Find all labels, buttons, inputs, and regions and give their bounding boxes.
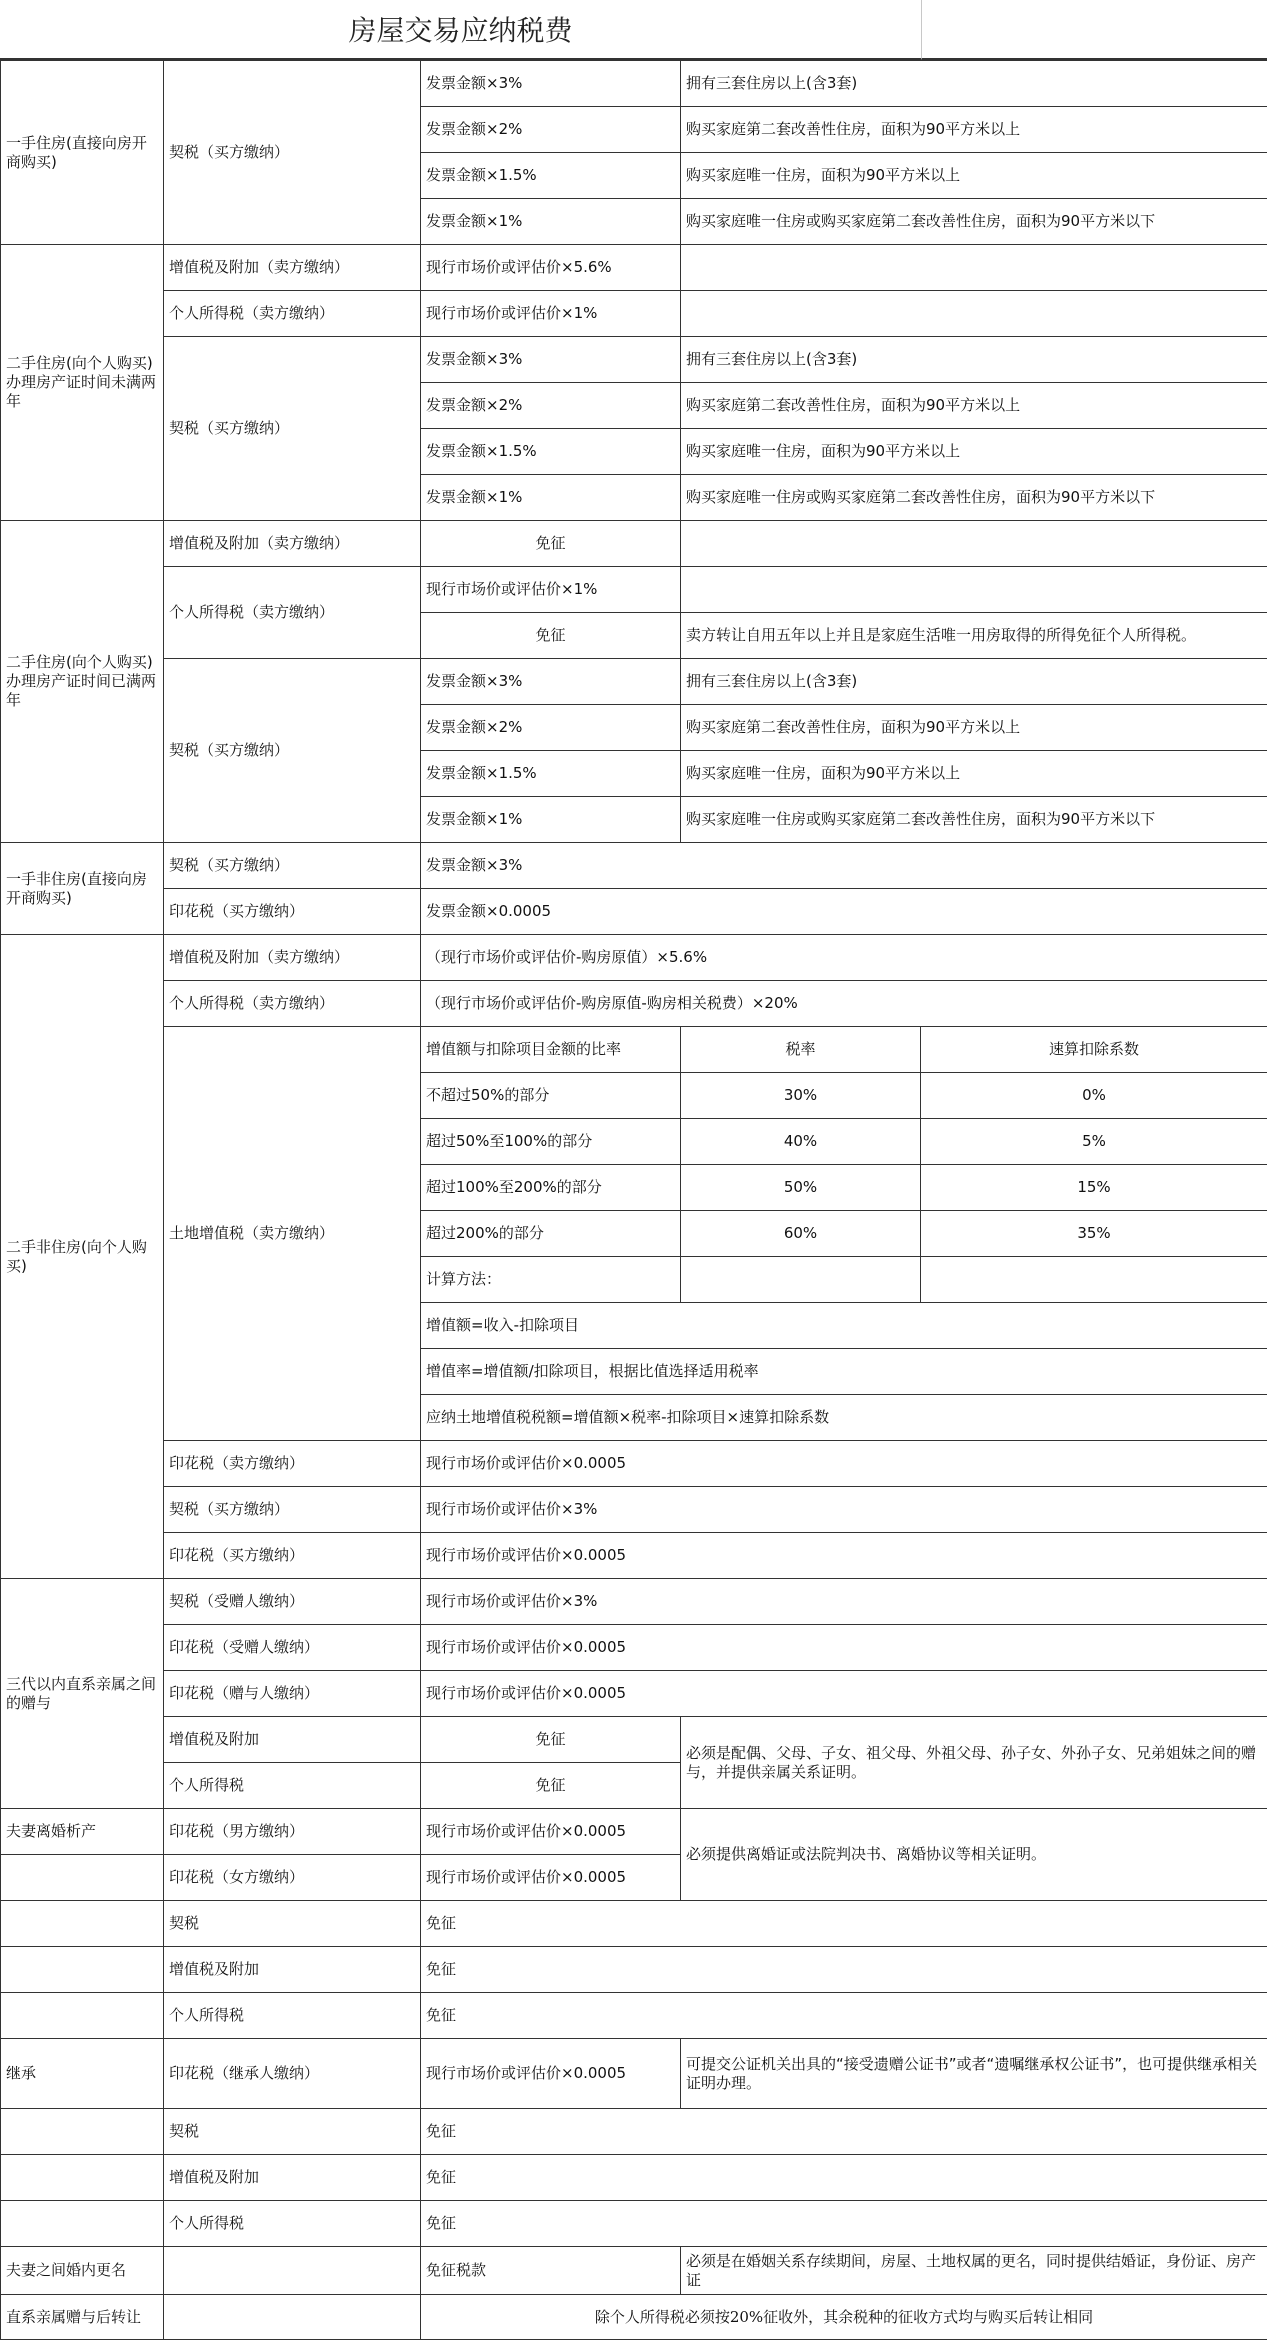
table-row	[1, 1625, 1267, 1671]
tax-cell: 印花税（赠与人缴纳）	[164, 1671, 421, 1717]
tax-cell: 契税（买方缴纳）	[164, 659, 421, 843]
formula-cell: 发票金额×2%	[421, 383, 681, 429]
calc-label-cell: 计算方法：	[421, 1257, 681, 1303]
table-row	[1, 1671, 1267, 1717]
table-row	[1, 1947, 1267, 1993]
formula-cell: 免征	[421, 613, 681, 659]
condition-cell: 购买家庭唯一住房或购买家庭第二套改善性住房，面积为90平方米以下	[681, 199, 1267, 245]
table-row	[1, 245, 1267, 291]
tax-cell: 土地增值税（卖方缴纳）	[164, 1027, 421, 1441]
formula-cell: 免征	[421, 1901, 1267, 1947]
land-rate-cell: 30%	[681, 1073, 921, 1119]
tax-cell: 契税	[164, 1901, 421, 1947]
land-rate-cell: 50%	[681, 1165, 921, 1211]
table-row	[1, 1809, 1267, 1855]
condition-cell	[681, 521, 1267, 567]
table-row	[1, 1027, 1267, 1073]
land-header-cell: 速算扣除系数	[921, 1027, 1267, 1073]
land-range-cell: 超过100%至200%的部分	[421, 1165, 681, 1211]
formula-cell: 免征	[421, 2109, 1267, 2155]
table-row	[1, 2201, 1267, 2247]
land-range-cell: 不超过50%的部分	[421, 1073, 681, 1119]
formula-cell: 发票金额×1%	[421, 199, 681, 245]
empty-cell	[1, 2201, 164, 2247]
table-row	[1, 1579, 1267, 1625]
note-cell: 可提交公证机关出具的“接受遗赠公证书”或者“遗嘱继承权公证书”，也可提供继承相关证明办理。	[681, 2039, 1267, 2109]
tax-cell: 增值税及附加	[164, 1947, 421, 1993]
formula-cell: 免征	[421, 2155, 1267, 2201]
table-row	[1, 1487, 1267, 1533]
condition-cell: 拥有三套住房以上(含3套)	[681, 337, 1267, 383]
table-row	[1, 659, 1267, 705]
formula-cell: 发票金额×2%	[421, 107, 681, 153]
formula-cell: 现行市场价或评估价×0.0005	[421, 1441, 1267, 1487]
calc-line-cell: 增值率=增值额/扣除项目，根据比值选择适用税率	[421, 1349, 1267, 1395]
tax-cell: 印花税（买方缴纳）	[164, 889, 421, 935]
land-deduct-cell: 0%	[921, 1073, 1267, 1119]
calc-line-cell: 应纳土地增值税税额=增值额×税率-扣除项目×速算扣除系数	[421, 1395, 1267, 1441]
note-cell: 必须是配偶、父母、子女、祖父母、外祖父母、孙子女、外孙子女、兄弟姐妹之间的赠与，并提供亲属关系证明。	[681, 1717, 1267, 1809]
empty-cell	[921, 1257, 1267, 1303]
table-row	[1, 1441, 1267, 1487]
tax-cell: 个人所得税（卖方缴纳）	[164, 567, 421, 659]
condition-cell: 拥有三套住房以上(含3套)	[681, 659, 1267, 705]
table-row	[1, 337, 1267, 383]
formula-cell: （现行市场价或评估价-购房原值）×5.6%	[421, 935, 1267, 981]
condition-cell: 购买家庭唯一住房或购买家庭第二套改善性住房，面积为90平方米以下	[681, 475, 1267, 521]
empty-cell	[1, 1901, 164, 1947]
page-title: 房屋交易应纳税费	[0, 0, 922, 60]
table-row	[1, 981, 1267, 1027]
formula-cell: 发票金额×2%	[421, 705, 681, 751]
tax-cell: 增值税及附加	[164, 2155, 421, 2201]
formula-cell: 现行市场价或评估价×0.0005	[421, 2039, 681, 2109]
table-row	[1, 889, 1267, 935]
formula-cell: 免征	[421, 1717, 681, 1763]
note-cell: 必须提供离婚证或法院判决书、离婚协议等相关证明。	[681, 1809, 1267, 1901]
land-range-cell: 超过50%至100%的部分	[421, 1119, 681, 1165]
land-header-cell: 增值额与扣除项目金额的比率	[421, 1027, 681, 1073]
note-cell: 必须是在婚姻关系存续期间，房屋、土地权属的更名，同时提供结婚证，身份证、房产证	[681, 2247, 1267, 2295]
condition-cell	[681, 245, 1267, 291]
formula-cell: 发票金额×1%	[421, 797, 681, 843]
empty-cell	[164, 2295, 421, 2340]
footer-note-cell: 除个人所得税必须按20%征收外，其余税种的征收方式均与购买后转让相同	[421, 2295, 1267, 2340]
formula-cell: 免征税款	[421, 2247, 681, 2295]
land-range-cell: 超过200%的部分	[421, 1211, 681, 1257]
category-cell: 直系亲属赠与后转让	[1, 2295, 164, 2340]
formula-cell: （现行市场价或评估价-购房原值-购房相关税费）×20%	[421, 981, 1267, 1027]
formula-cell: 现行市场价或评估价×0.0005	[421, 1533, 1267, 1579]
tax-table	[0, 60, 1267, 2340]
table-row	[1, 521, 1267, 567]
category-cell: 二手住房(向个人购买)办理房产证时间已满两年	[1, 521, 164, 843]
tax-cell: 个人所得税	[164, 1763, 421, 1809]
empty-cell	[1, 2109, 164, 2155]
table-row	[1, 2155, 1267, 2201]
tax-cell: 印花税（受赠人缴纳）	[164, 1625, 421, 1671]
category-cell: 一手非住房(直接向房开商购买)	[1, 843, 164, 935]
table-row	[1, 1993, 1267, 2039]
formula-cell: 现行市场价或评估价×3%	[421, 1487, 1267, 1533]
condition-cell: 购买家庭第二套改善性住房，面积为90平方米以上	[681, 107, 1267, 153]
formula-cell: 发票金额×3%	[421, 659, 681, 705]
tax-cell: 印花税（男方缴纳）	[164, 1809, 421, 1855]
table-row	[1, 1533, 1267, 1579]
formula-cell: 发票金额×1.5%	[421, 153, 681, 199]
category-cell: 夫妻之间婚内更名	[1, 2247, 164, 2295]
tax-cell: 契税（买方缴纳）	[164, 843, 421, 889]
land-deduct-cell: 5%	[921, 1119, 1267, 1165]
tax-cell: 契税（买方缴纳）	[164, 1487, 421, 1533]
category-cell: 夫妻离婚析产	[1, 1809, 164, 1855]
tax-cell: 契税（买方缴纳）	[164, 337, 421, 521]
table-row	[1, 843, 1267, 889]
formula-cell: 发票金额×1.5%	[421, 751, 681, 797]
empty-cell	[1, 1947, 164, 1993]
table-row	[1, 1717, 1267, 1763]
empty-cell	[681, 1257, 921, 1303]
formula-cell: 现行市场价或评估价×0.0005	[421, 1625, 1267, 1671]
formula-cell: 现行市场价或评估价×1%	[421, 291, 681, 337]
empty-cell	[1, 2155, 164, 2201]
formula-cell: 免征	[421, 2201, 1267, 2247]
tax-cell: 印花税（卖方缴纳）	[164, 1441, 421, 1487]
formula-cell: 现行市场价或评估价×0.0005	[421, 1809, 681, 1855]
condition-cell: 购买家庭唯一住房，面积为90平方米以上	[681, 153, 1267, 199]
category-cell: 三代以内直系亲属之间的赠与	[1, 1579, 164, 1809]
condition-cell: 购买家庭第二套改善性住房，面积为90平方米以上	[681, 705, 1267, 751]
tax-cell: 个人所得税	[164, 1993, 421, 2039]
empty-cell	[1, 1993, 164, 2039]
formula-cell: 免征	[421, 1993, 1267, 2039]
formula-cell: 免征	[421, 1947, 1267, 1993]
formula-cell: 发票金额×3%	[421, 61, 681, 107]
formula-cell: 现行市场价或评估价×0.0005	[421, 1671, 1267, 1717]
formula-cell: 发票金额×0.0005	[421, 889, 1267, 935]
formula-cell: 现行市场价或评估价×5.6%	[421, 245, 681, 291]
table-row	[1, 2109, 1267, 2155]
tax-cell: 增值税及附加（卖方缴纳）	[164, 245, 421, 291]
tax-cell: 增值税及附加	[164, 1717, 421, 1763]
tax-cell: 增值税及附加（卖方缴纳）	[164, 935, 421, 981]
table-row	[1, 1901, 1267, 1947]
condition-cell: 购买家庭唯一住房，面积为90平方米以上	[681, 429, 1267, 475]
category-cell: 二手非住房(向个人购买)	[1, 935, 164, 1579]
table-row	[1, 2247, 1267, 2295]
table-row	[1, 61, 1267, 107]
condition-cell: 拥有三套住房以上(含3套)	[681, 61, 1267, 107]
formula-cell: 发票金额×3%	[421, 337, 681, 383]
formula-cell: 免征	[421, 521, 681, 567]
category-cell: 二手住房(向个人购买)办理房产证时间未满两年	[1, 245, 164, 521]
tax-cell: 个人所得税（卖方缴纳）	[164, 291, 421, 337]
table-row	[1, 935, 1267, 981]
tax-cell: 个人所得税（卖方缴纳）	[164, 981, 421, 1027]
condition-cell: 购买家庭第二套改善性住房，面积为90平方米以上	[681, 383, 1267, 429]
table-row	[1, 2295, 1267, 2340]
formula-cell: 免征	[421, 1763, 681, 1809]
title-empty-cell	[922, 0, 1267, 60]
category-cell: 继承	[1, 2039, 164, 2109]
formula-cell: 发票金额×3%	[421, 843, 1267, 889]
formula-cell: 现行市场价或评估价×3%	[421, 1579, 1267, 1625]
tax-cell: 契税	[164, 2109, 421, 2155]
tax-cell: 印花税（买方缴纳）	[164, 1533, 421, 1579]
land-deduct-cell: 15%	[921, 1165, 1267, 1211]
condition-cell	[681, 567, 1267, 613]
category-cell: 一手住房(直接向房开商购买)	[1, 61, 164, 245]
land-rate-cell: 60%	[681, 1211, 921, 1257]
tax-cell: 契税（受赠人缴纳）	[164, 1579, 421, 1625]
formula-cell: 现行市场价或评估价×0.0005	[421, 1855, 681, 1901]
condition-cell: 购买家庭唯一住房，面积为90平方米以上	[681, 751, 1267, 797]
tax-cell: 印花税（继承人缴纳）	[164, 2039, 421, 2109]
table-row	[1, 291, 1267, 337]
tax-cell: 印花税（女方缴纳）	[164, 1855, 421, 1901]
land-header-cell: 税率	[681, 1027, 921, 1073]
tax-cell: 契税（买方缴纳）	[164, 61, 421, 245]
formula-cell: 发票金额×1.5%	[421, 429, 681, 475]
land-deduct-cell: 35%	[921, 1211, 1267, 1257]
empty-cell	[164, 2247, 421, 2295]
land-rate-cell: 40%	[681, 1119, 921, 1165]
table-row	[1, 2039, 1267, 2109]
calc-line-cell: 增值额=收入-扣除项目	[421, 1303, 1267, 1349]
tax-cell: 个人所得税	[164, 2201, 421, 2247]
condition-cell: 购买家庭唯一住房或购买家庭第二套改善性住房，面积为90平方米以下	[681, 797, 1267, 843]
table-row	[1, 567, 1267, 613]
formula-cell: 发票金额×1%	[421, 475, 681, 521]
formula-cell: 现行市场价或评估价×1%	[421, 567, 681, 613]
condition-cell: 卖方转让自用五年以上并且是家庭生活唯一用房取得的所得免征个人所得税。	[681, 613, 1267, 659]
condition-cell	[681, 291, 1267, 337]
tax-cell: 增值税及附加（卖方缴纳）	[164, 521, 421, 567]
empty-cell	[1, 1855, 164, 1901]
